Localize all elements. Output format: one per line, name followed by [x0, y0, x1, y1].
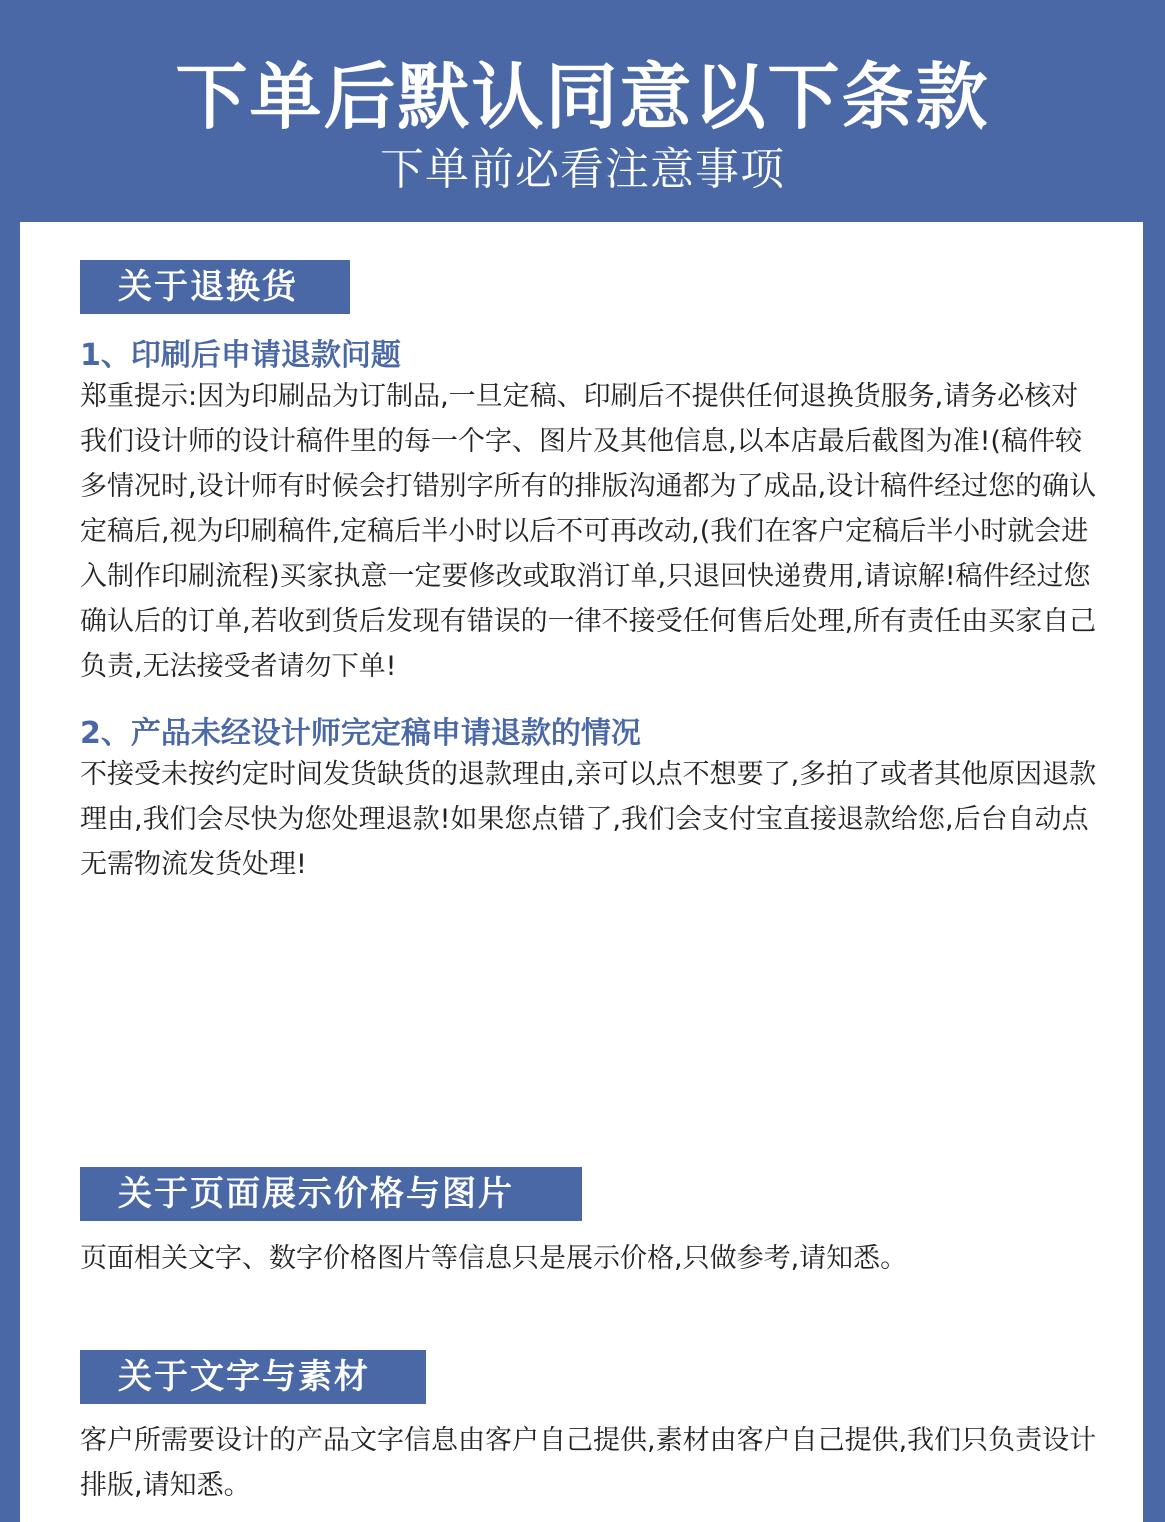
section-heading-prices-images: 关于页面展示价格与图片: [80, 1167, 582, 1221]
section-text-prices-images: 页面相关文字、数字价格图片等信息只是展示价格,只做参考,请知悉。: [80, 1243, 908, 1274]
item-text-undesigned-refund: 不接受未按约定时间发货缺货的退款理由,亲可以点不想要了,多拍了或者其他原因退款理由,我们会尽快为您处理退款!如果您点错了,我们会支付宝直接退款给您,后台自动点无需物流发货处理!: [80, 759, 1097, 880]
section-text-text-materials: 客户所需要设计的产品文字信息由客户自己提供,素材由客户自己提供,我们只负责设计排版,请知悉。: [80, 1425, 1097, 1501]
page-subtitle: 下单前必看注意事项: [380, 144, 785, 195]
terms-card: [20, 222, 1143, 1522]
item-title-undesigned-refund: 2、产品未经设计师完定稿申请退款的情况: [80, 716, 641, 751]
item-title-print-refund: 1、印刷后申请退款问题: [80, 338, 401, 373]
page-title: 下单后默认同意以下条款: [175, 55, 990, 139]
section-heading-returns: 关于退换货: [80, 260, 350, 314]
page-header: [0, 0, 1165, 222]
item-text-print-refund: 郑重提示:因为印刷品为订制品,一旦定稿、印刷后不提供任何退换货服务,请务必核对我们设计师的设计稿件里的每一个字、图片及其他信息,以本店最后截图为准!(稿件较多情况时,设计师有时候会打错别字所有的排版沟通都为了成品,设计稿件经过您的确认定稿后,视为印刷稿件,定稿后半小时以后不可再改动,(我们在客户定稿后半小时就会进入制作印刷流程)买家执意一定要修改或取消订单,只退回快递费用,请谅解!稿件经过您确认后的订单,若收到货后发现有错误的一律不接受任何售后处理,所有责任由买家自己负责,无法接受者请勿下单!: [80, 381, 1097, 682]
section-heading-text-materials: 关于文字与素材: [80, 1350, 426, 1404]
